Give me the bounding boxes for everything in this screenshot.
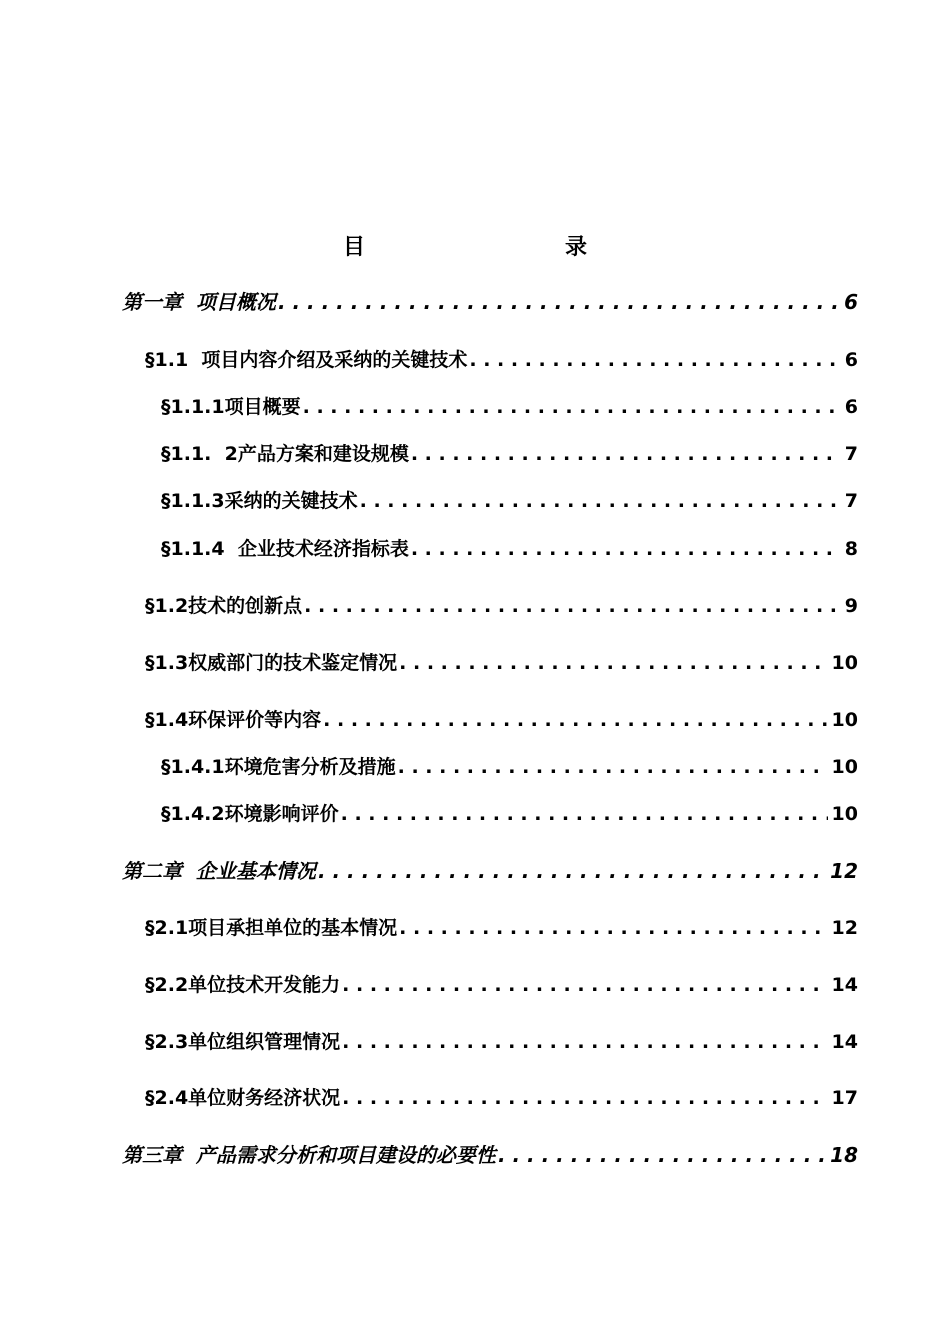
toc-entry-label: 第二章 企业基本情况 [122,859,316,883]
toc-entry-1-1-1[interactable] [161,393,858,421]
toc-entry-label: 第三章 产品需求分析和项目建设的必要性 [122,1143,496,1167]
toc-entry-label: §2.4单位财务经济状况 [145,1087,341,1109]
toc-entry-1-1-2[interactable] [161,440,858,468]
toc-entry-label: §1.2技术的创新点 [145,595,303,617]
toc-entry-1-1[interactable] [145,346,858,374]
dot-leader [341,800,828,828]
toc-entry-2-3[interactable] [145,1028,858,1056]
toc-entry-page: 10 [831,652,858,674]
toc-entry-page: 9 [844,595,858,617]
dot-leader [399,914,827,942]
dot-leader [318,857,826,885]
toc-title: 目 录 [342,235,639,260]
toc-entry-page: 6 [844,349,858,371]
toc-entry-page: 14 [831,1031,858,1053]
toc-entry-label: §2.1项目承担单位的基本情况 [145,917,398,939]
toc-entry-page: 17 [831,1087,858,1109]
dot-leader [399,649,827,677]
toc-entry-label: §1.1. 2产品方案和建设规模 [161,443,409,465]
toc-entry-label: §1.4环保评价等内容 [145,709,322,731]
toc-entry-page: 7 [844,490,858,512]
dot-leader [411,535,841,563]
toc-entry-page: 10 [831,709,858,731]
toc-entry-2-1[interactable] [145,914,858,942]
dot-leader [323,706,827,734]
toc-entry-1-1-4[interactable] [161,535,858,563]
dot-leader [342,1084,827,1112]
toc-entry-label: §1.4.2环境影响评价 [161,803,339,825]
toc-entry-2-4[interactable] [145,1084,858,1112]
dot-leader [303,393,841,421]
toc-entry-label: §1.4.1环境危害分析及措施 [161,756,396,778]
toc-entry-label: 第一章 项目概况 [122,290,276,314]
toc-entry-page: 12 [831,917,858,939]
dot-leader [342,1028,827,1056]
toc-entry-page: 10 [831,756,858,778]
toc-entry-page: 8 [844,538,858,560]
dot-leader [498,1141,826,1169]
toc-entry-page: 10 [831,803,858,825]
toc-entry-label: §2.2单位技术开发能力 [145,974,341,996]
toc-entry-page: 12 [830,859,858,883]
dot-leader [304,592,841,620]
toc-entry-label: §1.1 项目内容介绍及采纳的关键技术 [145,349,468,371]
toc-entry-label: §1.1.1项目概要 [161,396,301,418]
dot-leader [278,288,840,316]
toc-entry-page: 6 [844,290,858,314]
dot-leader [360,487,841,515]
toc-entry-1-4-1[interactable] [161,753,858,781]
toc-entry-1-2[interactable] [145,592,858,620]
toc-entry-1-1-3[interactable] [161,487,858,515]
dot-leader [398,753,828,781]
toc-entry-label: §1.3权威部门的技术鉴定情况 [145,652,398,674]
toc-entry-1-4-2[interactable] [161,800,858,828]
toc-entry-page: 18 [830,1143,858,1167]
toc-entry-1-4[interactable] [145,706,858,734]
toc-entry-chapter-2[interactable] [122,857,858,885]
toc-entry-2-2[interactable] [145,971,858,999]
toc-entry-chapter-3[interactable] [122,1141,858,1169]
toc-entry-chapter-1[interactable] [122,288,858,316]
toc-entry-page: 6 [844,396,858,418]
toc-entry-label: §2.3单位组织管理情况 [145,1031,341,1053]
toc-entry-page: 14 [831,974,858,996]
dot-leader [411,440,841,468]
toc-entry-label: §1.1.4 企业技术经济指标表 [161,538,409,560]
toc-entry-label: §1.1.3采纳的关键技术 [161,490,358,512]
toc-entry-1-3[interactable] [145,649,858,677]
dot-leader [342,971,827,999]
toc-entry-page: 7 [844,443,858,465]
dot-leader [469,346,840,374]
